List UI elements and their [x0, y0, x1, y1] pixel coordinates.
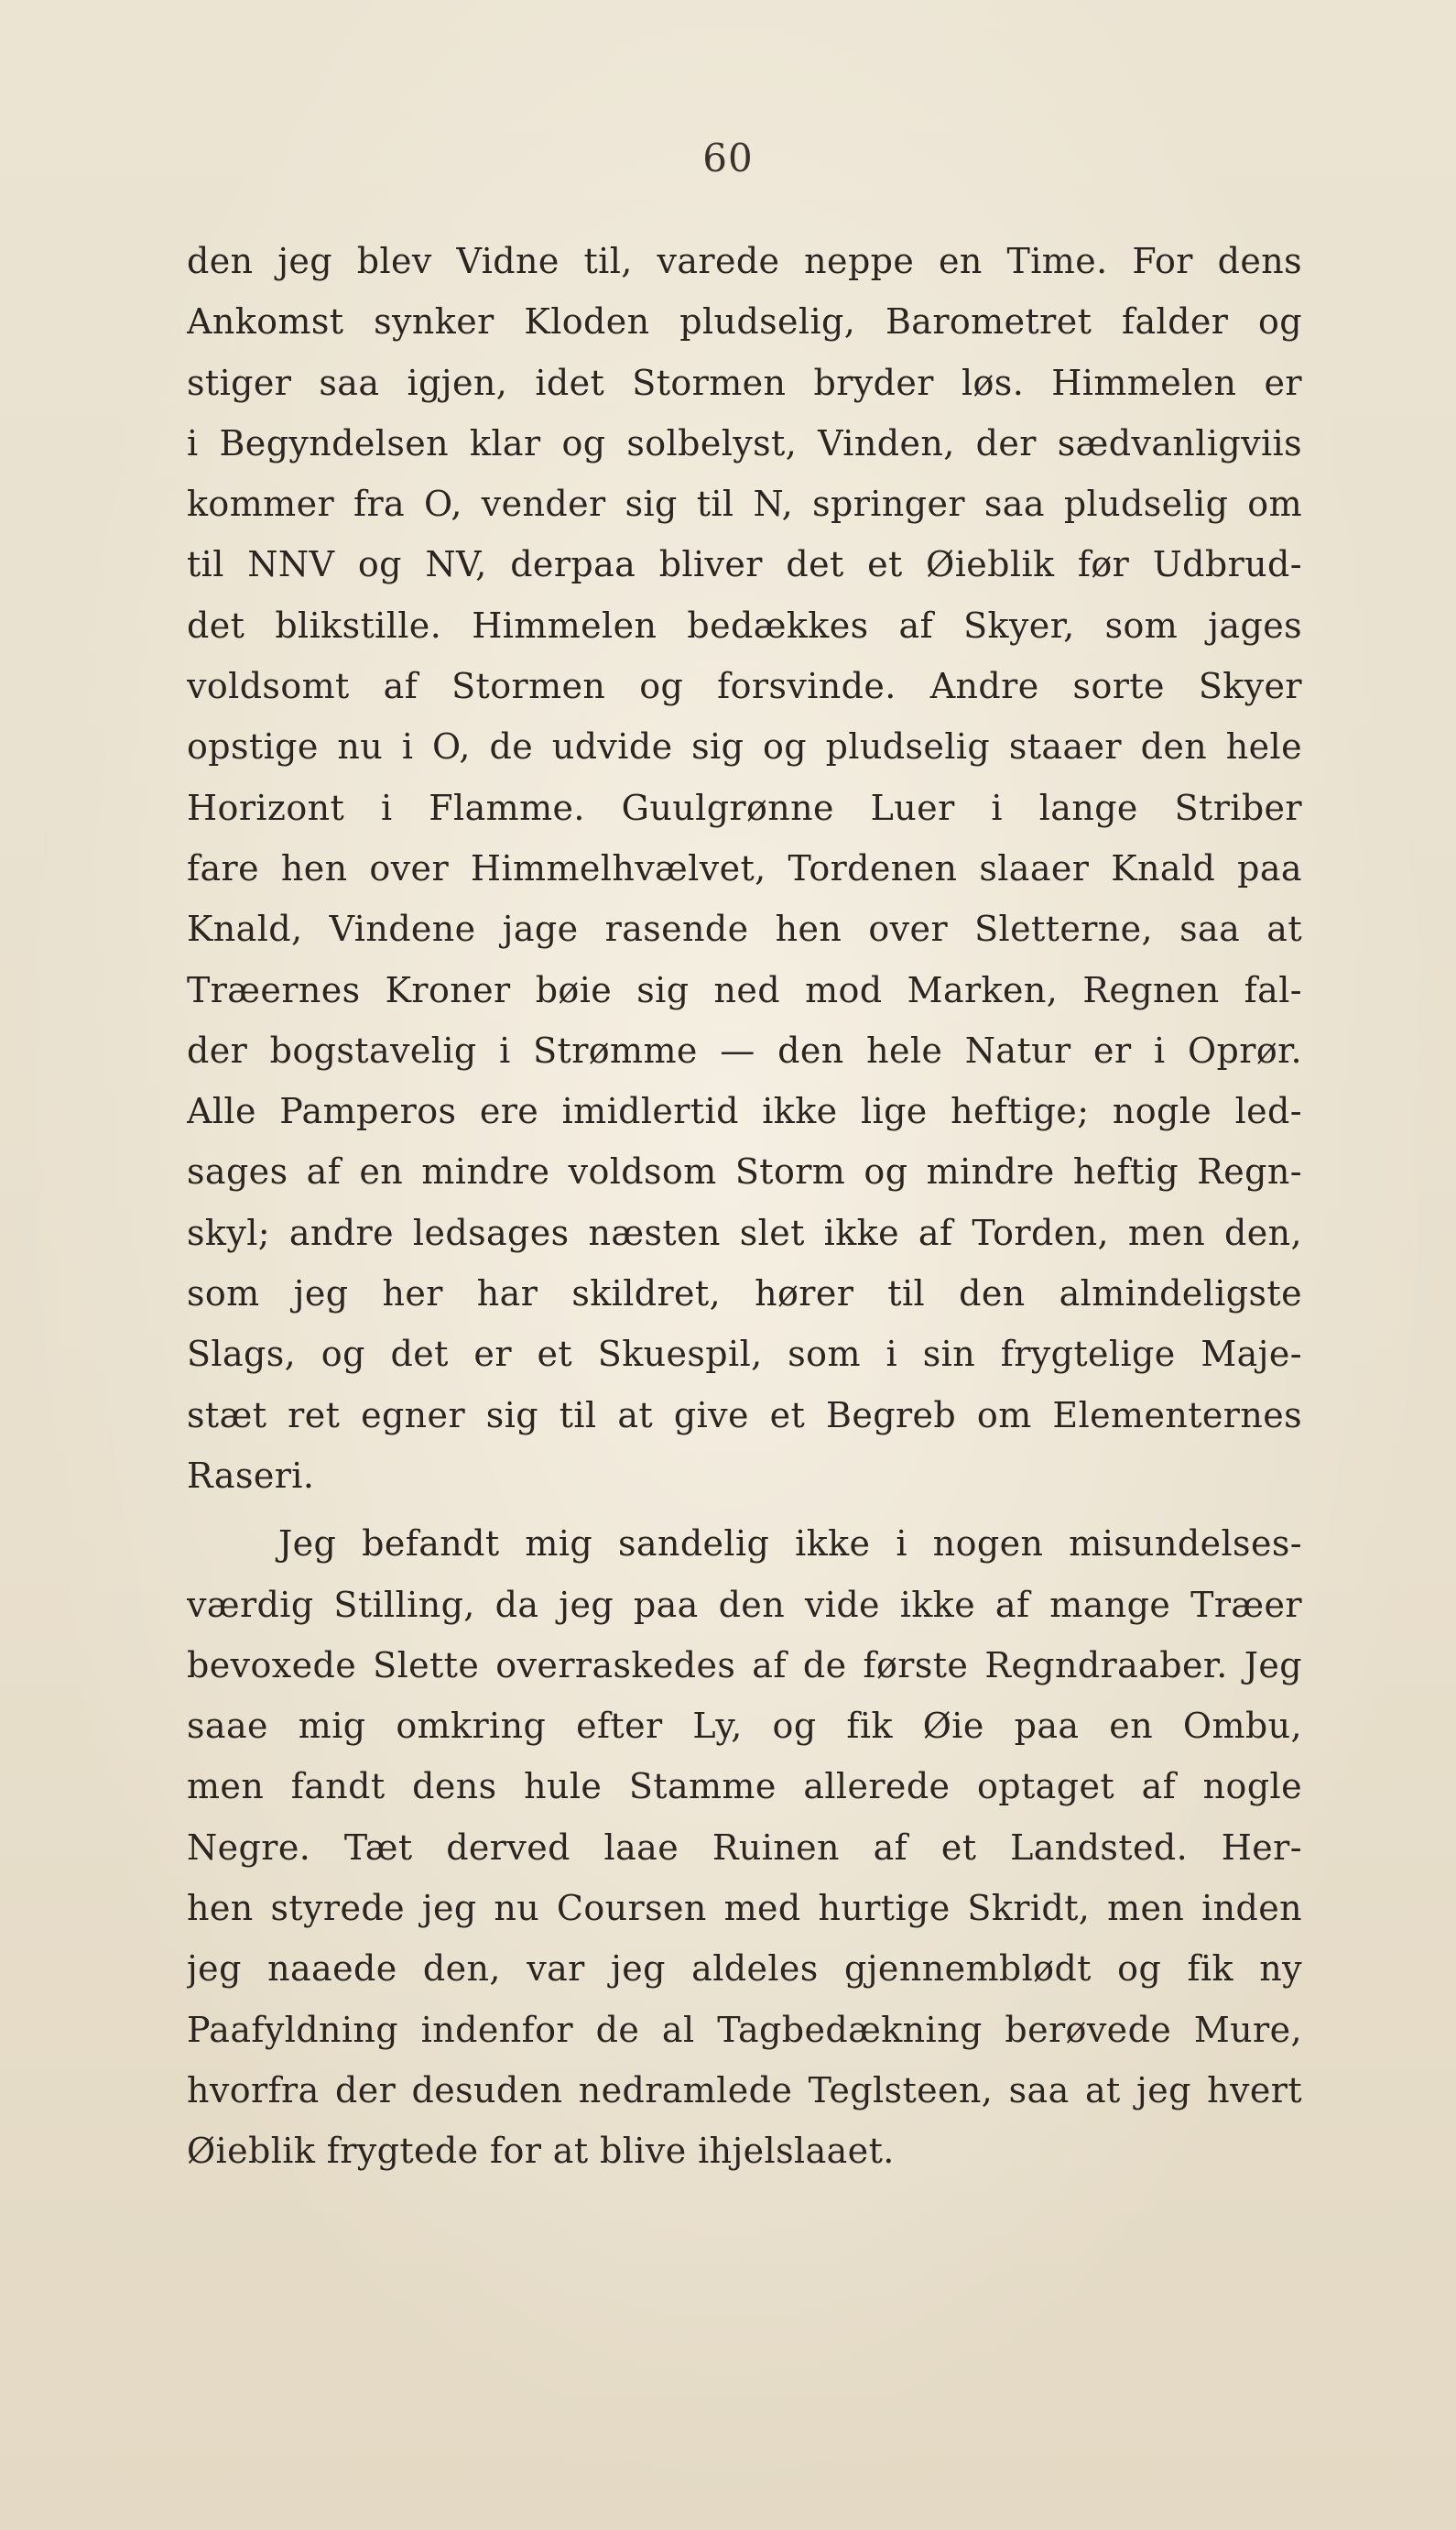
text-line: Ankomst synker Kloden pludselig, Barometret falder og [187, 301, 1302, 343]
text-line: Øieblik frygtede for at blive ihjelslaaet. [187, 2131, 895, 2172]
text-line: værdig Stilling, da jeg paa den vide ikke af mange Træer [187, 1584, 1302, 1625]
text-line: stæt ret egner sig til at give et Begreb om Elementernes [187, 1394, 1302, 1435]
text-line: hen styrede jeg nu Coursen med hurtige Skridt, men inden [187, 1888, 1302, 1929]
text-line: Paafyldning indenfor de al Tagbedækning berøvede Mure, [187, 2009, 1302, 2050]
text-line: der bogstavelig i Strømme — den hele Natur er i Oprør. [187, 1030, 1302, 1071]
text-line: til NNV og NV, derpaa bliver det et Øieblik før Udbrud- [187, 544, 1302, 585]
text-line: Slags, og det er et Skuespil, som i sin frygtelige Maje- [187, 1334, 1302, 1375]
text-line: Horizont i Flamme. Guulgrønne Luer i lange Striber [187, 787, 1302, 828]
text-line: kommer fra O, vender sig til N, springer saa pludselig om [187, 484, 1302, 525]
text-line: Træernes Kroner bøie sig ned mod Marken, Regnen fal- [187, 969, 1302, 1010]
text-line: jeg naaede den, var jeg aldeles gjennemblødt og fik ny [187, 1948, 1302, 1990]
text-line: sages af en mindre voldsom Storm og mindre heftig Regn- [187, 1151, 1302, 1193]
text-line: Negre. Tæt derved laae Ruinen af et Landsted. Her- [187, 1827, 1302, 1868]
text-line: Jeg befandt mig sandelig ikke i nogen misundelses- [278, 1523, 1302, 1565]
text-line: voldsomt af Stormen og forsvinde. Andre sorte Skyer [187, 666, 1302, 707]
text-line: saae mig omkring efter Ly, og fik Øie paa en Ombu, [187, 1706, 1302, 1747]
text-line: hvorfra der desuden nedramlede Teglsteen, saa at jeg hvert [187, 2069, 1302, 2110]
page-number: 60 [702, 136, 754, 180]
text-line: skyl; andre ledsages næsten slet ikke af Torden, men den, [187, 1212, 1302, 1253]
text-line: opstige nu i O, de udvide sig og pludselig staaer den hele [187, 726, 1302, 768]
text-line: den jeg blev Vidne til, varede neppe en Time. For dens [187, 241, 1302, 281]
text-line: Alle Pamperos ere imidlertid ikke lige heftige; nogle led- [187, 1091, 1302, 1132]
text-line: fare hen over Himmelhvælvet, Tordenen slaaer Knald paa [187, 847, 1302, 889]
body-text [187, 231, 1302, 2182]
text-line: som jeg her har skildret, hører til den almindeligste [187, 1273, 1302, 1314]
text-line: stiger saa igjen, idet Stormen bryder løs. Himmelen er [187, 362, 1302, 403]
text-line: Raseri. [187, 1455, 315, 1496]
text-line: bevoxede Slette overraskedes af de første Regndraaber. Jeg [187, 1644, 1302, 1685]
paragraph-2 [187, 1513, 1302, 2181]
paragraph-1 [187, 231, 1302, 1506]
text-line: men fandt dens hule Stamme allerede optaget af nogle [187, 1766, 1302, 1807]
text-line: i Begyndelsen klar og solbelyst, Vinden, der sædvanligviis [187, 422, 1302, 463]
text-line: Knald, Vindene jage rasende hen over Sletterne, saa at [187, 909, 1302, 950]
text-line: det blikstille. Himmelen bedækkes af Skyer, som jages [187, 605, 1302, 646]
